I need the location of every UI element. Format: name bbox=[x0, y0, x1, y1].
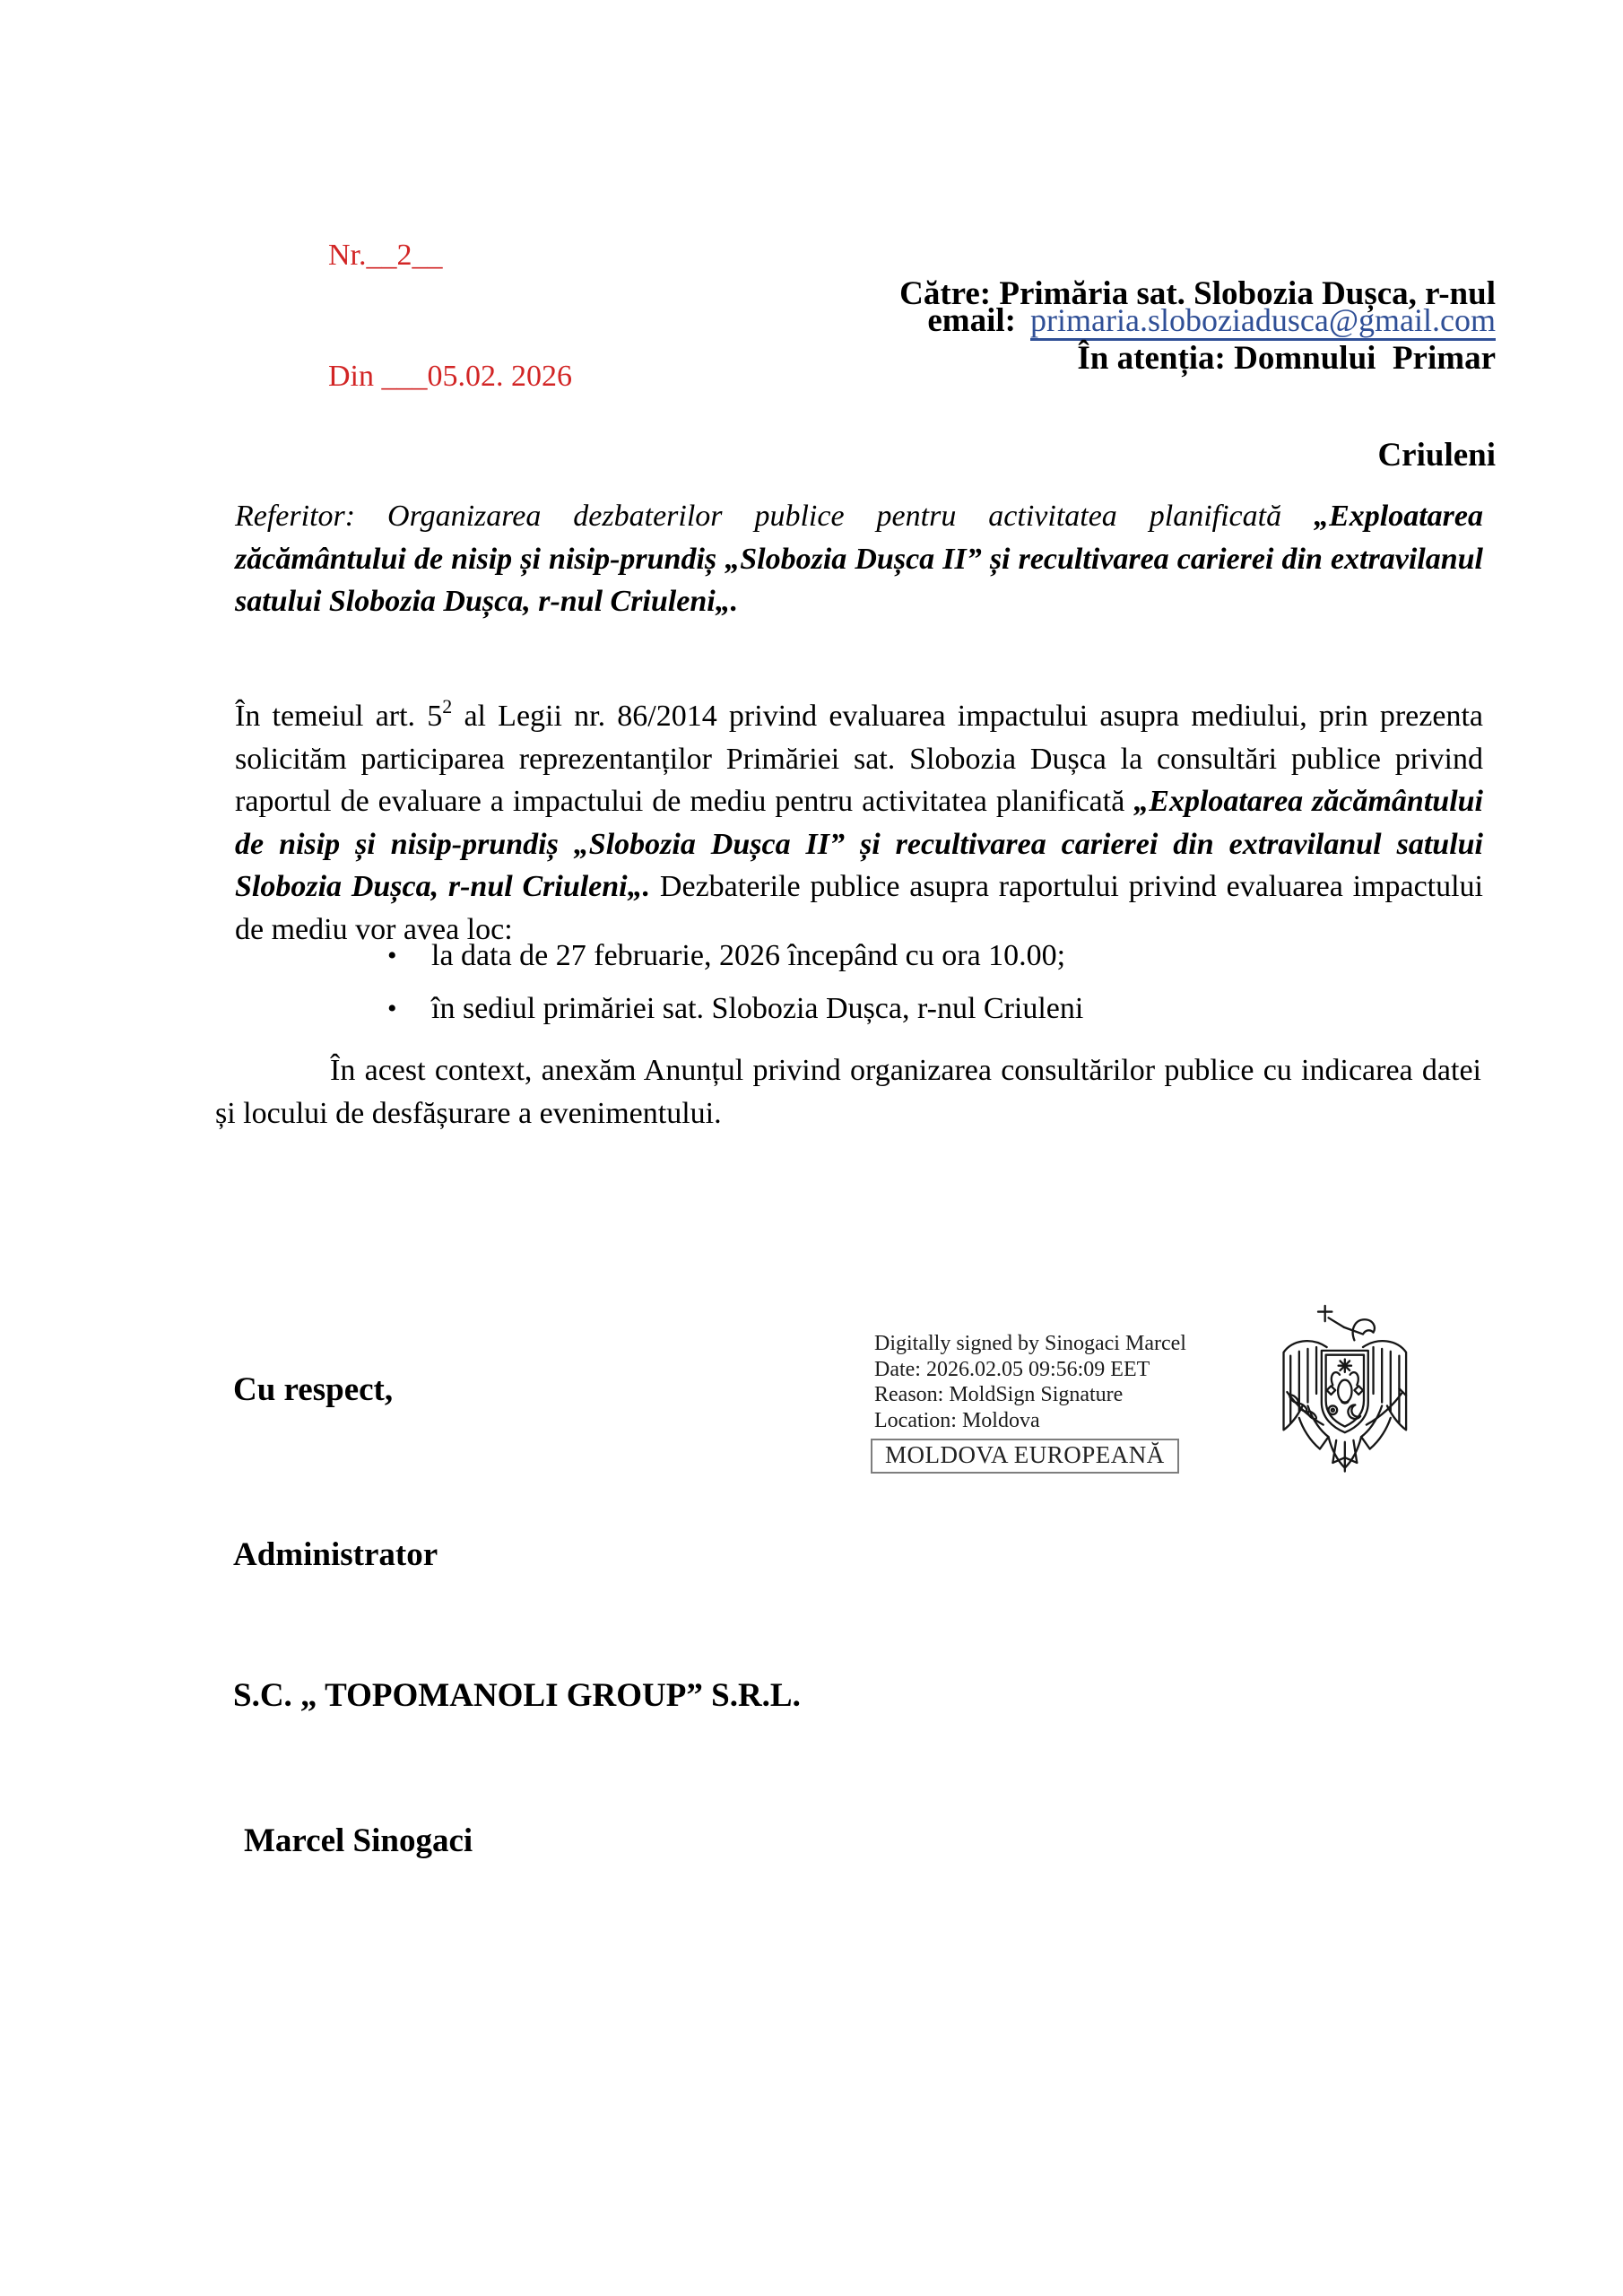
signature-role: Administrator bbox=[233, 1536, 438, 1573]
subject-emphasis: „Exploatarea zăcământului de nisip și nisip-prundiș „Slobozia Dușca II” și recultivarea carierei din extravilanul satului Slobozia Dușca, r-nul Criuleni„. bbox=[235, 500, 1483, 618]
body-emphasis: „Exploatarea zăcământului de nisip și nisip-prundiș „Slobozia Dușca II” și recultivarea carierei din extravilanul satului Slobozia Dușca, r-nul Criuleni„. bbox=[235, 785, 1483, 904]
bullet-text-location: în sediul primăriei sat. Slobozia Dușca, r-nul Criuleni bbox=[431, 992, 1084, 1025]
bullet-text-date: la data de 27 februarie, 2026 începând cu ora 10.00; bbox=[431, 939, 1066, 972]
bullet-icon: • bbox=[387, 941, 397, 970]
list-item bbox=[387, 936, 1083, 975]
body-segment-2: al Legii nr. 86/2014 privind evaluarea impactului asupra mediului, prin prezenta solicităm participarea reprezentanților Primăriei sat. Slobozia Dușca la consultări publice privind raportul de evaluare a impactului de mediu pentru activitatea planificată bbox=[235, 700, 1483, 819]
email-label: email: bbox=[927, 302, 1016, 339]
reference-date-line: Din ___05.02. 2026 bbox=[328, 360, 572, 393]
signature-name: Marcel Sinogaci bbox=[244, 1822, 473, 1859]
addressee-line-2: Criuleni bbox=[1377, 437, 1496, 474]
subject-paragraph bbox=[235, 495, 1483, 623]
bullet-list bbox=[387, 936, 1083, 1042]
body-paragraph bbox=[235, 695, 1483, 952]
signature-salutation: Cu respect, bbox=[233, 1371, 394, 1408]
reference-number-line: Nr.__2__ bbox=[328, 239, 443, 272]
body-segment-3: Dezbaterile publice asupra raportului privind evaluarea impactului de mediu vor avea loc: bbox=[235, 870, 1484, 946]
addressee-line-1: Către: Primăria sat. Slobozia Dușca, r-nul bbox=[899, 275, 1496, 312]
digital-signature-block bbox=[874, 1331, 1186, 1474]
list-item bbox=[387, 989, 1083, 1028]
closing-paragraph: În acest context, anexăm Anunțul privind organizarea consultărilor publice cu indicarea datei și locului de desfășurare a evenimentului. bbox=[215, 1054, 1481, 1130]
body-segment-1: În temeiul art. 5 bbox=[235, 700, 443, 733]
digital-signature-signer: Digitally signed by Sinogaci Marcel bbox=[874, 1332, 1186, 1355]
digital-signature-date: Date: 2026.02.05 09:56:09 EET bbox=[874, 1357, 1150, 1381]
body-superscript: 2 bbox=[442, 695, 453, 718]
moldova-coat-of-arms-icon bbox=[1270, 1302, 1411, 1483]
digital-signature-reason: Reason: MoldSign Signature bbox=[874, 1383, 1124, 1406]
moldova-europeana-badge: MOLDOVA EUROPEANĂ bbox=[871, 1439, 1179, 1474]
email-link[interactable]: primaria.sloboziadusca@gmail.com bbox=[1030, 302, 1496, 341]
signature-block bbox=[233, 1284, 801, 1946]
bullet-icon: • bbox=[387, 994, 397, 1023]
digital-signature-location: Location: Moldova bbox=[874, 1408, 1040, 1432]
subject-intro: Referitor: Organizarea dezbaterilor publice pentru activitatea planificată bbox=[235, 500, 1315, 533]
signature-company: S.C. „ TOPOMANOLI GROUP” S.R.L. bbox=[233, 1677, 801, 1714]
attention-line: În atenția: Domnului Primar bbox=[1077, 340, 1496, 377]
reference-number-block bbox=[328, 154, 572, 477]
